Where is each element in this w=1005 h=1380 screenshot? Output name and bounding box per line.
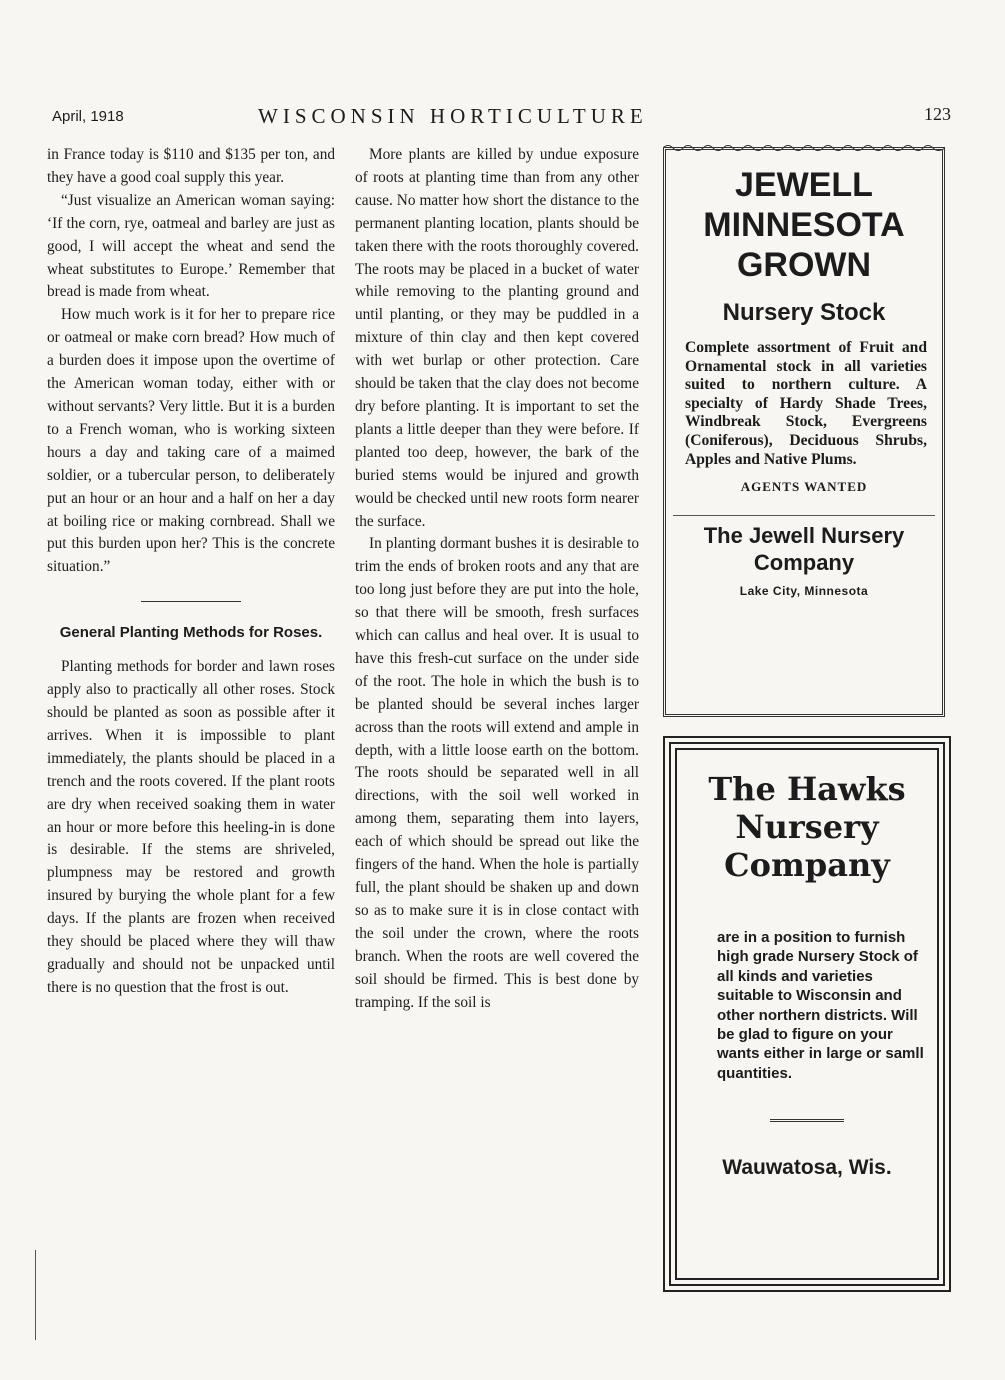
section-divider [141,601,241,602]
issue-date: April, 1918 [52,108,124,125]
page-header [0,104,1005,134]
paragraph: In planting dormant bushes it is desirable to trim the ends of broken roots and any that are too long just before they are put into the hole, so that there will be smooth, fresh surfaces which can callus and heal over. It is usual to have this fresh-cut surface on the under side of the root. The hole in which the bush is to be planted should be several inches larger across than the roots will extend and ample in depth, with a little loose earth on the bottom. The roots should be separated well in all directions, with the soil well worked in among them, separating them into layers, each of which should be spread out like the fingers of the hand. When the hole is partially full, the plant should be shaken up and down so as to make sure it is in close contact with the soil under the crown, where the roots branch. When the roots are well covered the soil should be firmed. This is best done by tramping. If the soil is [355,535,639,1011]
journal-title: WISCONSIN HORTICULTURE [258,104,648,128]
paragraph: Planting methods for border and lawn roses apply also to practically all other roses. Stock should be planted as soon as possible after it arrives. When it is impossible to plant immediately, the plants should be placed in a trench and the roots covered. If the plant roots are dry when received soaking them in water an hour or more before this heeling-in is done is desirable. If the stems are shriveled, plumpness may be restored and growth insured by burying the whole plant for a few days. If the plants are frozen when received they should be placed where they will thaw gradually and should not be unpacked until there is no question that the frost is out. [47,658,335,996]
ad-body-text: Complete assortment of Fruit and Ornamental stock in all varieties suited to northern culture. A specialty of Hardy Shade Trees, Windbreak Stock, Evergreens (Coniferous), Deciduous Shrubs, Apples and Native Plums. [685,339,927,468]
ad-location: Wauwatosa, Wis. [722,1156,892,1180]
ad-location: Lake City, Minnesota [739,584,869,599]
ad-body-text: are in a position to furnish high grade Nursery Stock of all kinds and varieties suitable to Wisconsin and other northern districts. Will be glad to figure on your wants either in large or samll quantities. [717,929,924,1082]
section-heading: General Planting Methods for Roses. [59,624,323,642]
page-number: 123 [924,104,951,124]
ad-subtitle: Nursery Stock [722,299,886,326]
paragraph: How much work is it for her to prepare rice or oatmeal or make corn bread? How much of a burden does it impose upon the overtime of the American woman today, either with or without servants? Very little. But it is a burden to a French woman, who is working sixteen hours a day and taking care of a maimed soldier, or a tubercular person, to deliberately put an hour or an hour and a half on her a day at boiling rice or making cornbread. Shall we put this burden upon her? This is the concrete situation.” [47,306,335,576]
paragraph: in France today is $110 and $135 per ton, and they have a good coal supply this year. [47,146,335,186]
wavy-border-ornament [663,143,945,153]
ad-company-name: The Jewell Nursery Company [703,523,905,576]
ad-divider [770,1119,844,1122]
paragraph: “Just visualize an American woman saying: ‘If the corn, rye, oatmeal and barley are just as good, I will accept the wheat and send the wheat substitutes to Europe.’ Remember that bread is made from wheat. [47,191,335,301]
paragraph: More plants are killed by undue exposure of roots at planting time than from any other cause. No matter how short the distance to the permanent planting location, plants should be taken there with the roots thoroughly covered. The roots may be placed in a bucket of water while removing to the planting ground and until planting, or they may be puddled in a mixture of thin clay and then kept covered with wet burlap or other protection. Care should be taken that the clay does not become dry before planting. It is important to set the plants a little deeper than they were before. If planted too deep, however, the bark of the buried stems would be injured and growth would be checked until new roots form nearer the surface. [355,146,639,530]
agents-wanted: AGENTS WANTED [740,479,868,495]
ad-title-line: The Hawks [708,770,906,808]
hawks-nursery-ad [663,736,951,1292]
ad-divider [673,515,935,516]
ad-title-line: Nursery [735,808,879,846]
ad-title-line: JEWELL [735,166,873,204]
ad-title-line: GROWN [736,246,872,284]
text-column-left [47,144,335,1000]
ad-title-line: MINNESOTA [703,206,905,244]
jewell-nursery-ad [663,147,945,717]
ad-title-line: Company [724,846,890,884]
text-column-middle [355,144,639,1014]
margin-mark [35,1250,36,1340]
